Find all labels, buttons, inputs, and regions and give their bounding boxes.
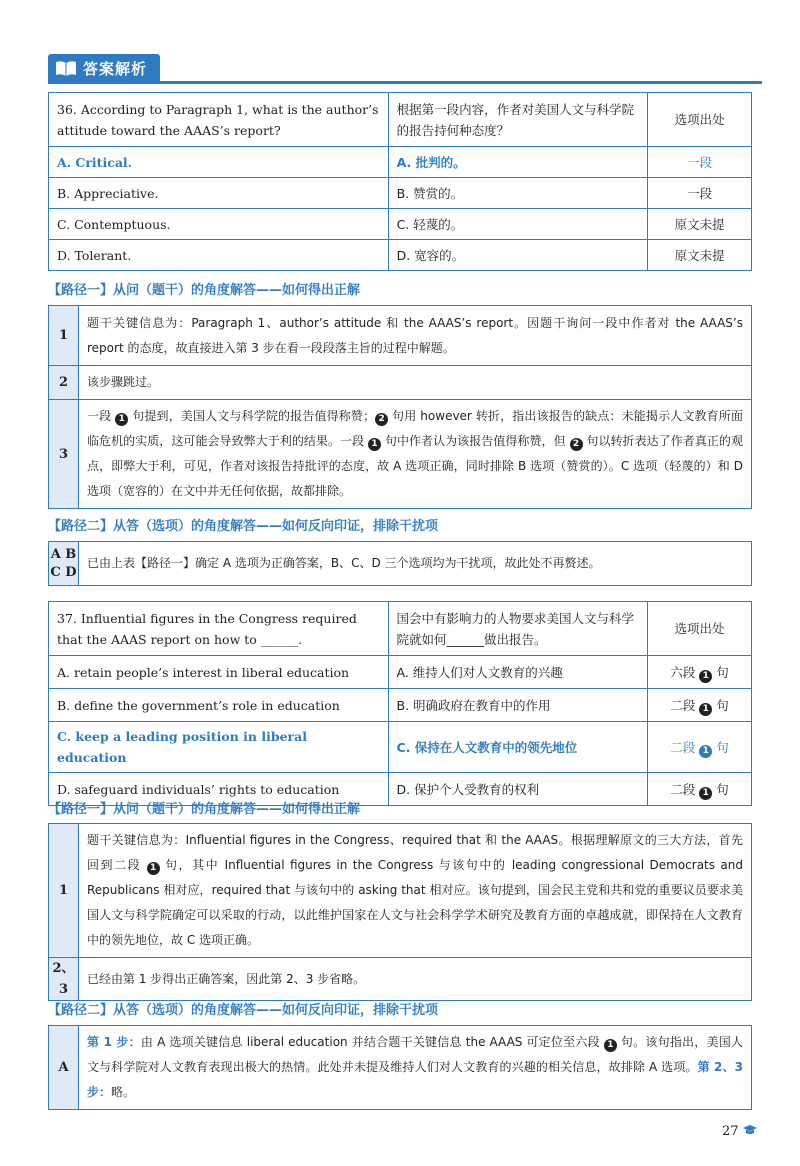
text-segment: 句提到，美国人文与科学院的报告值得称赞； [132,409,376,423]
source-paragraph: 二段 [670,739,696,755]
table-row [49,542,752,586]
q36-option-c-en: C. Contemptuous. [49,209,389,240]
q36-option-b-source: 一段 [648,178,752,209]
source-sentence: 句 [716,697,729,713]
text-segment: 句，其中 Influential figures in the Congress 与该句中的 leading congressional Democrats and Republicans 相对应，required that 与该句中的 asking that 相对应。该句提到，国会民主党和共和党的重要议员要求美国人文与科学院确定可以采取的行动，以此维护国家在人文与社会科学学术研究及教育方面的卓越成就，即保持在人文教育中的领先地位，故 C 选项正确。 [87,858,743,947]
q36-option-a-cn: A. 批判的。 [388,147,648,178]
source-sentence: 句 [716,781,729,797]
source-sentence: 句 [716,664,729,680]
text-segment: 句以转折表达了作者真正的观点，即弊大于利，可见，作者对该报告持批评的态度，故 A 选项正确，同时排除 B 选项（赞赏的）。C 选项（轻蔑的）和 D 选项（宽容的）在文中并无任何依据，故都排除。 [87,434,743,498]
source-sentence: 句 [716,739,729,755]
q37-option-c-cn: C. 保持在人文教育中的领先地位 [388,722,648,773]
header-title: 答案解析 [83,59,148,78]
q36-option-d-cn: D. 宽容的。 [388,240,648,271]
table-row [49,147,752,178]
q36-source-header: 选项出处 [648,93,752,147]
page-number: 27 [722,1124,739,1139]
circled-number: 1 [699,787,712,800]
q36-option-c-cn: C. 轻蔑的。 [388,209,648,240]
table-row [49,689,752,722]
q37-option-a-en: A. retain people’s interest in liberal education [49,656,389,689]
step-number: 2 [49,366,79,400]
q37-options-table [48,601,752,806]
circled-number: 1 [699,670,712,683]
circled-number: 2 [375,413,388,426]
q37-question-cn: 国会中有影响力的人物要求美国人文与科学院就如何______做出报告。 [388,602,648,656]
q36-option-b-cn: B. 赞赏的。 [388,178,648,209]
q36-option-a-source: 一段 [648,147,752,178]
q36-question-en: 36. According to Paragraph 1, what is the author’s attitude toward the AAAS’s report? [49,93,389,147]
option-label-top: A B [50,546,77,562]
text-segment: 句用 however 转折，指出该报告的缺点：未能揭示人文教育所面临危机的实质，这可能会导致弊大于利的结果。一段 [87,409,743,448]
source-paragraph: 二段 [670,781,696,797]
circled-number: 1 [699,745,712,758]
source-paragraph: 六段 [670,664,696,680]
q37-option-b-en: B. define the government’s role in education [49,689,389,722]
q36-path2-text: 已由上表【路径一】确定 A 选项为正确答案，B、C、D 三个选项均为干扰项，故此处不再赘述。 [79,542,752,586]
q36-options-table [48,92,752,271]
header-rule [48,81,762,84]
q37-source-header: 选项出处 [648,602,752,656]
step-number: 2、3 [49,958,79,1001]
circled-number: 1 [699,703,712,716]
section-header [48,54,762,84]
q37-option-a-cn: A. 维持人们对人文教育的兴趣 [388,656,648,689]
text-segment: 句中作者认为该报告值得称赞，但 [384,434,566,448]
source-paragraph: 二段 [670,697,696,713]
circled-number: 1 [368,438,381,451]
circled-number: 2 [570,438,583,451]
header-tab [48,54,160,82]
text-segment: 由 A 选项关键信息 liberal education 并结合题干关键信息 the AAAS 可定位至六段 [140,1035,600,1049]
q37-path2-table [48,1025,752,1110]
table-row [49,240,752,271]
q36-option-d-source: 原文未提 [648,240,752,271]
q36-step2-text: 该步骤跳过。 [79,366,752,400]
q37-question-en: 37. Influential figures in the Congress required that the AAAS report on how to ______. [49,602,389,656]
step-number: 1 [49,306,79,366]
table-row [49,306,752,366]
q37-option-b-source [648,689,752,722]
step-label: 第 2、3 步： [87,1060,743,1099]
q37-option-a-source [648,656,752,689]
table-row [49,178,752,209]
step-label: 第 1 步： [87,1035,141,1049]
circled-number: 1 [115,413,128,426]
option-label-bottom: C D [50,564,77,580]
option-label [49,542,79,586]
table-row [49,209,752,240]
q37-option-d-en: D. safeguard individuals’ rights to education [49,773,389,806]
text-segment: 句。该句指出，美国人文与科学院对人文教育表现出极大的热情。此处并未提及维持人们对人文教育的兴趣的相关信息，故排除 A 选项。 [87,1035,743,1074]
q36-step1-text: 题干关键信息为：Paragraph 1、author’s attitude 和 the AAAS’s report。因题干询问一段中作者对 the AAAS’s report 的态度，故直接进入第 3 步在看一段段落主旨的过程中解题。 [79,306,752,366]
q37-option-b-cn: B. 明确政府在教育中的作用 [388,689,648,722]
q36-path1-steps [48,305,752,509]
q36-option-b-en: B. Appreciative. [49,178,389,209]
circled-number: 1 [604,1039,617,1052]
table-row [49,656,752,689]
table-row [49,366,752,400]
q37-path2-title: 【路径二】从答（选项）的角度解答——如何反向印证，排除干扰项 [48,1003,439,1018]
q36-path2-title: 【路径二】从答（选项）的角度解答——如何反向印证，排除干扰项 [48,519,439,534]
table-row [49,400,752,509]
text-segment: 题干关键信息为：Influential figures in the Congress、required that 和 the AAAS。根据理解原文的三大方法，首先回到二段 [87,833,743,872]
table-row [49,958,752,1001]
circled-number: 1 [147,862,160,875]
step-number: 3 [49,400,79,509]
q37-path1-title: 【路径一】从问（题干）的角度解答——如何得出正解 [48,802,361,817]
q36-option-c-source: 原文未提 [648,209,752,240]
q37-path1-steps [48,823,752,1001]
table-row [49,1026,752,1110]
book-icon [54,59,78,77]
q36-path2-table [48,541,752,586]
q36-question-cn: 根据第一段内容，作者对美国人文与科学院的报告持何种态度？ [388,93,648,147]
q36-option-a-en: A. Critical. [49,147,389,178]
q37-option-d-cn: D. 保护个人受教育的权利 [388,773,648,806]
text-segment: 一段 [87,409,112,423]
text-segment: 略。 [111,1085,136,1099]
q37-step23-text: 已经由第 1 步得出正确答案，因此第 2、3 步省略。 [79,958,752,1001]
q36-path1-title: 【路径一】从问（题干）的角度解答——如何得出正解 [48,283,361,298]
q37-option-c-source [648,722,752,773]
q36-step3-text [79,400,752,509]
table-row [49,824,752,958]
q37-step1-text [79,824,752,958]
grad-cap-icon [742,1124,758,1136]
option-label: A [49,1026,79,1110]
q37-option-d-source [648,773,752,806]
q37-path2-text [79,1026,752,1110]
table-row [49,722,752,773]
step-number: 1 [49,824,79,958]
q36-option-d-en: D. Tolerant. [49,240,389,271]
q37-option-c-en: C. keep a leading position in liberal education [49,722,389,773]
